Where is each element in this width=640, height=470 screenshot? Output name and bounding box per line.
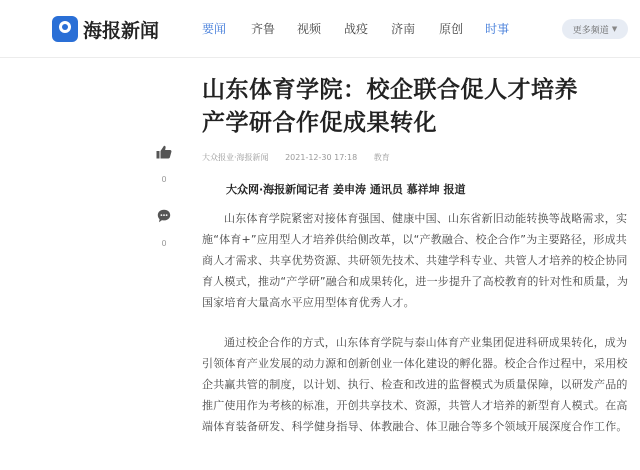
channel-nav xyxy=(202,20,509,38)
title-line-2: 产学研合作促成果转化 xyxy=(202,110,437,136)
site-logo[interactable] xyxy=(52,14,159,44)
more-channels-button[interactable] xyxy=(562,19,628,39)
article-paragraph: 通过校企合作的方式，山东体育学院与泰山体育产业集团促进科研成果转化，成为引领体育产业发展的动力源和创新创业一体化建设的孵化器。校企合作过程中，采用校企共赢共管的制度，以计划、执行、检查和改进的监督模式为质量保障，以研发产品的推广使用作为考核的标准，开创共享技术、资源，共管人才培养的新型育人模式。在高端体育装备研发、科学健身指导、体教融合、体卫融合等多个领域开展深度合作工作。 xyxy=(202,336,628,433)
comment-icon xyxy=(157,209,171,223)
article-side-actions xyxy=(155,144,173,248)
nav-item-4[interactable]: 济南 xyxy=(391,22,416,36)
article-meta xyxy=(202,152,404,163)
article-byline: 大众网·海报新闻记者 姜申涛 通讯员 慕祥坤 报道 xyxy=(226,183,466,196)
nav-item-5[interactable]: 原创 xyxy=(439,22,464,36)
nav-item-1[interactable]: 齐鲁 xyxy=(251,22,276,36)
top-navigation-bar xyxy=(0,0,640,58)
thumbs-up-icon xyxy=(156,145,172,159)
like-count: 0 xyxy=(161,175,167,184)
article-title xyxy=(202,74,632,140)
more-channels-label: 更多频道 xyxy=(572,25,609,36)
nav-item-6[interactable]: 时事 xyxy=(485,22,510,36)
chevron-down-icon: ▼ xyxy=(611,25,618,33)
like-button[interactable] xyxy=(155,144,173,184)
nav-item-2[interactable]: 视频 xyxy=(297,22,322,36)
article-category[interactable]: 教育 xyxy=(373,153,390,162)
article-source: 大众报业·海报新闻 xyxy=(202,153,269,162)
nav-item-3[interactable]: 战疫 xyxy=(344,22,369,36)
title-line-1: 山东体育学院：校企联合促人才培养 xyxy=(202,77,578,103)
haibao-logo-icon xyxy=(52,16,78,42)
comment-button[interactable] xyxy=(155,208,173,248)
logo-text: 海报新闻 xyxy=(83,19,160,42)
article-paragraph: 山东体育学院紧密对接体育强国、健康中国、山东省新旧动能转换等战略需求，实施“体育+”应用型人才培养供给侧改革，以“产教融合、校企合作”为主要路径，形成共商人才需求、共享优势资源、共研领先技术、共建学科专业、共管人才培养的校企协同育人模式，推动“产学研”融合和成果转化，进一步提升了高校教育的针对性和质量，为国家培育大量高水平应用型体育优秀人才。 xyxy=(202,212,629,309)
comment-count: 0 xyxy=(161,239,167,248)
article-datetime: 2021-12-30 17:18 xyxy=(285,153,358,162)
nav-item-0[interactable]: 要闻 xyxy=(202,22,227,36)
